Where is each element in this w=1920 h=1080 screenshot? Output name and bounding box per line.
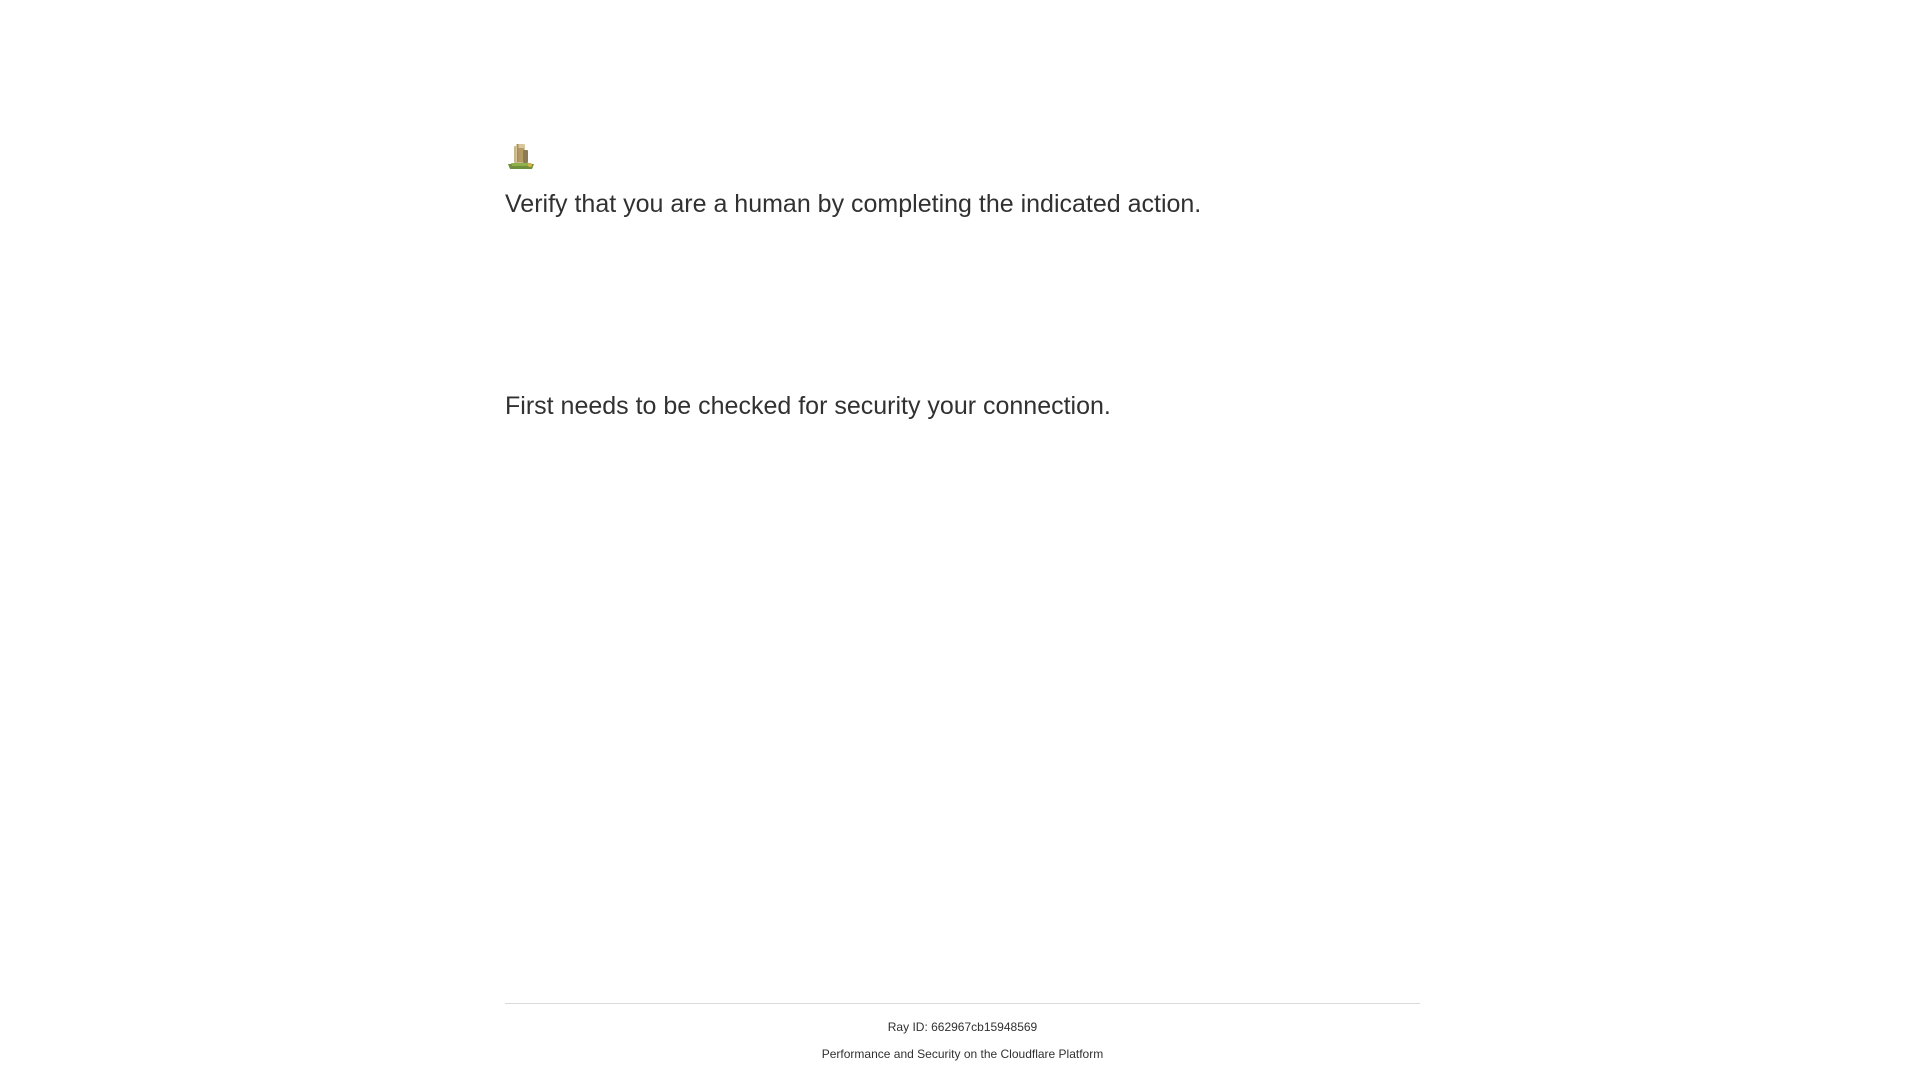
performance-text <box>505 1046 1420 1062</box>
cloudflare-platform-link[interactable]: Cloudflare Platform <box>1000 1047 1104 1061</box>
footer <box>505 1003 1420 1062</box>
page-title: Verify that you are a human by completing the indicated action. <box>505 190 1202 218</box>
challenge-content <box>505 140 1420 222</box>
performance-prefix: Performance and Security on the <box>821 1047 1001 1061</box>
ray-id-value: 662967cb15948569 <box>931 1020 1038 1034</box>
stacked-bills-favicon-icon <box>505 140 537 172</box>
ray-id-label: Ray ID: <box>887 1020 932 1034</box>
security-check-message: First needs to be checked for security your connection. <box>505 392 1111 420</box>
ray-id <box>505 1019 1420 1035</box>
